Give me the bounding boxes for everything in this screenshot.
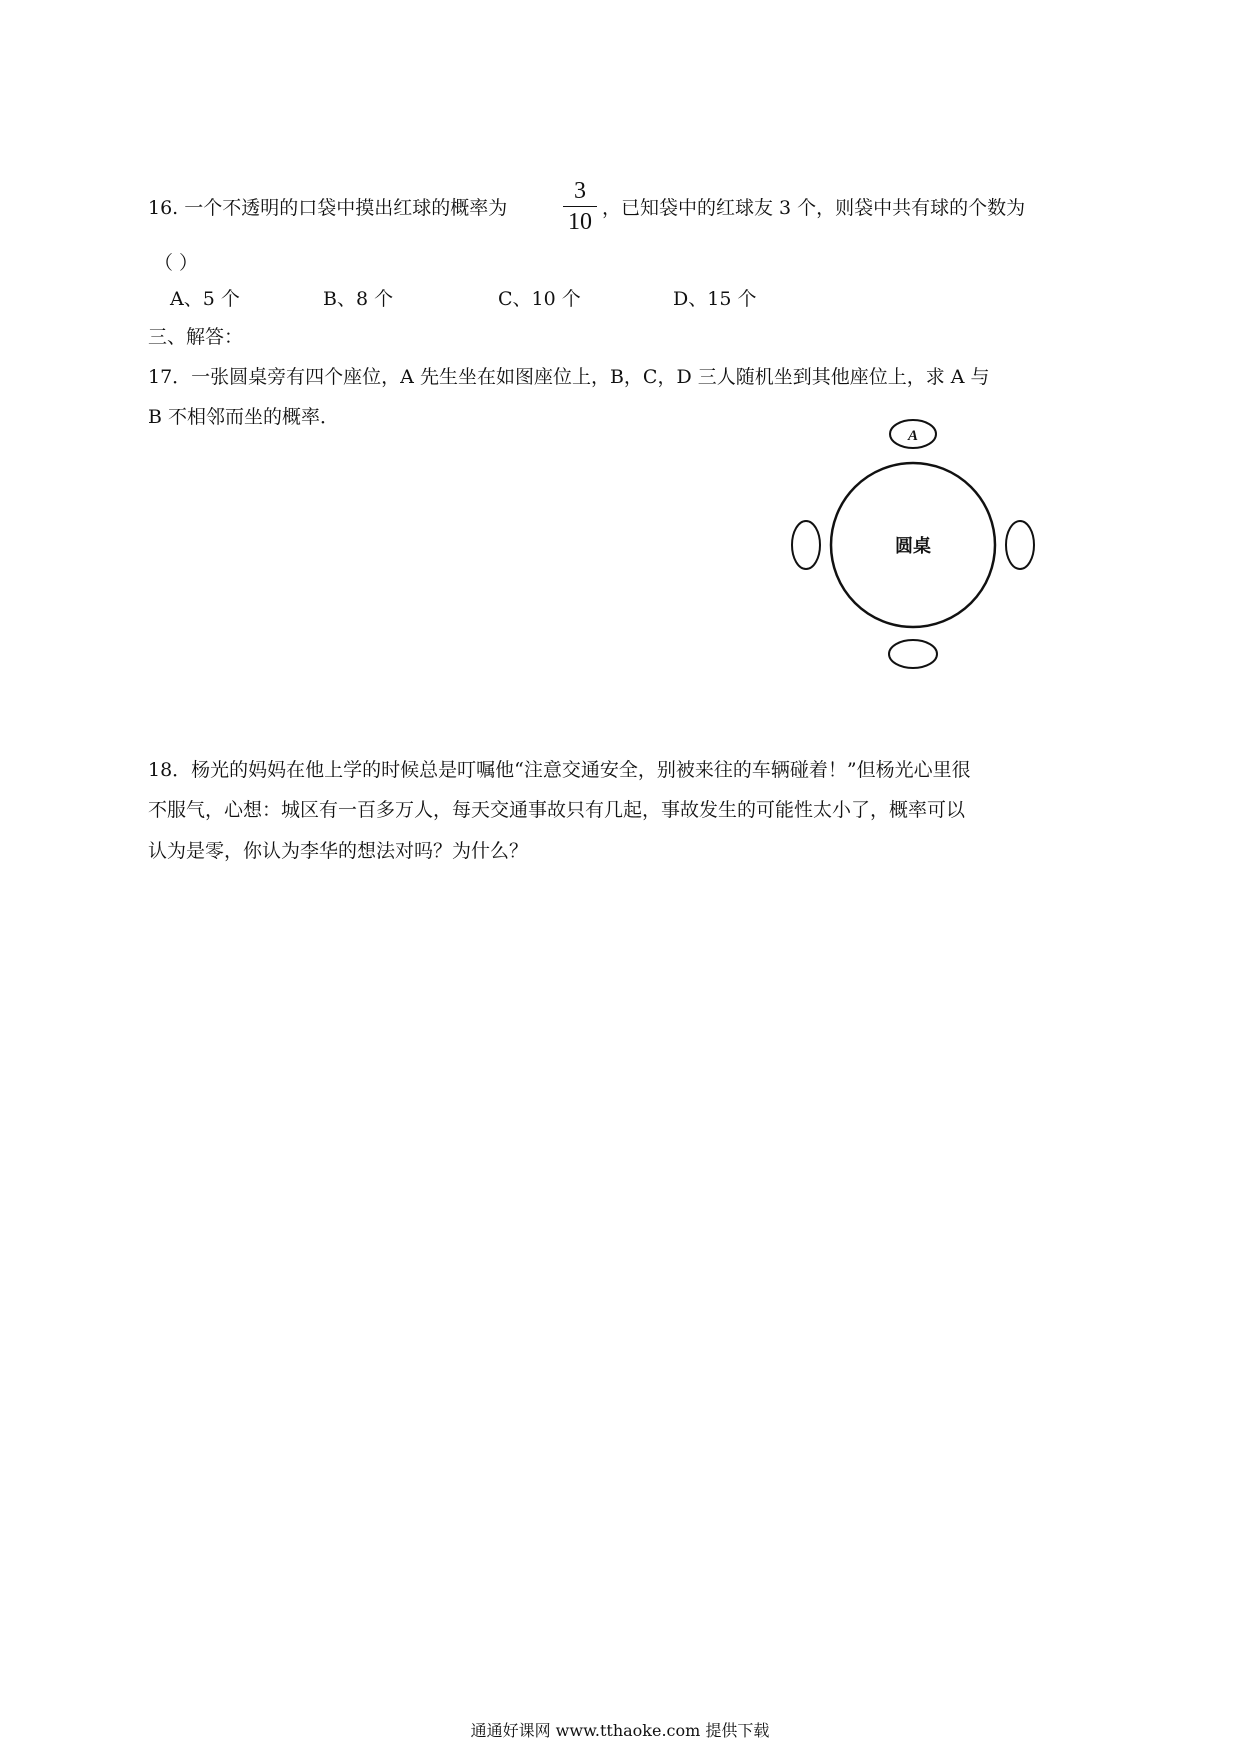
q16-option-c: C、10 个 <box>498 288 581 310</box>
q16-option-a: A、5 个 <box>170 288 240 310</box>
fraction-numerator: 3 <box>574 178 586 204</box>
seat-right <box>1006 521 1034 569</box>
q18-line-3: 认为是零，你认为李华的想法对吗？为什么？ <box>148 840 529 862</box>
fraction-bar <box>563 206 597 207</box>
q18-line-1: 18．杨光的妈妈在他上学的时候总是叮嘱他“注意交通安全，别被来往的车辆碰着！”但杨光心里很 <box>148 759 971 781</box>
q16-fraction <box>563 178 597 235</box>
q18-line-2: 不服气，心想：城区有一百多万人，每天交通事故只有几起，事故发生的可能性太小了，概率可以 <box>148 799 966 821</box>
q16-option-b: B、8 个 <box>323 288 394 310</box>
seat-bottom <box>889 640 937 668</box>
q17-line-2: B 不相邻而坐的概率． <box>148 406 340 428</box>
round-table-diagram <box>780 410 1040 675</box>
seat-a-label: A <box>907 428 919 444</box>
seat-left <box>792 521 820 569</box>
fraction-denominator: 10 <box>568 209 592 235</box>
q16-text-after: ，已知袋中的红球友 3 个，则袋中共有球的个数为 <box>602 197 1026 219</box>
q16-text-before: 16. 一个不透明的口袋中摸出红球的概率为 <box>148 197 508 219</box>
q17-line-1: 17．一张圆桌旁有四个座位，A 先生坐在如图座位上，B，C，D 三人随机坐到其他座位上，求 A 与 <box>148 366 990 388</box>
q16-option-d: D、15 个 <box>673 288 757 310</box>
section-heading: 三、解答： <box>148 326 244 348</box>
footer-credit: 通通好课网 www.tthaoke.com 提供下载 <box>470 1721 770 1740</box>
q16-answer-blank: （ ） <box>154 252 199 274</box>
table-label: 圆桌 <box>895 536 931 557</box>
